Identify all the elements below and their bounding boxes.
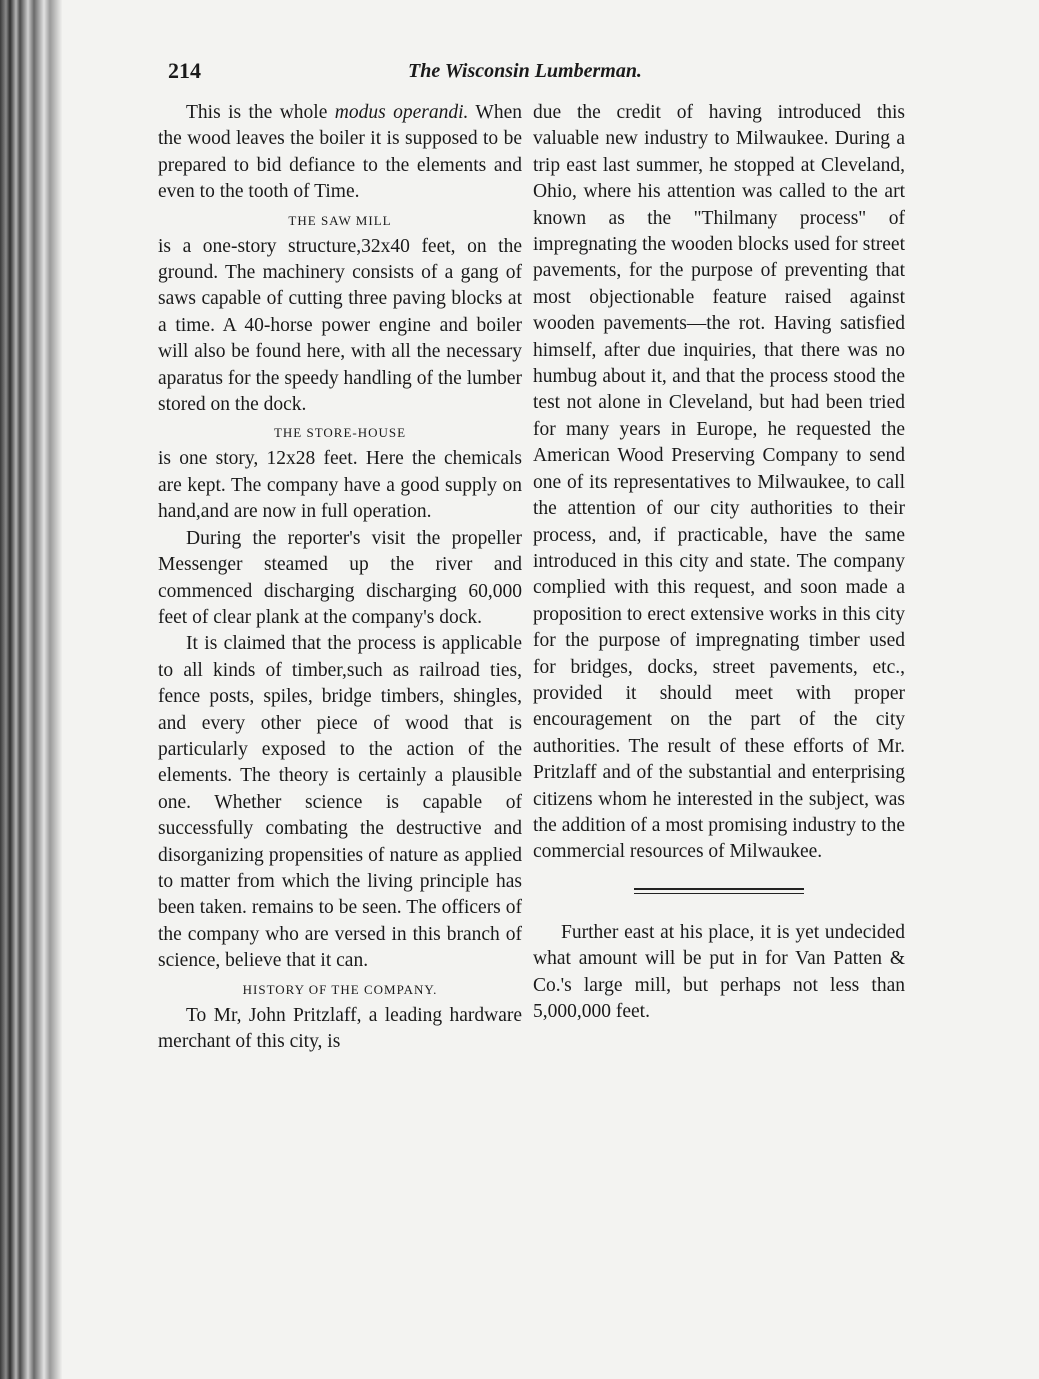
paragraph: due the credit of having introduced this valuable new industry to Milwaukee. During a trip east last summer, he stopped at Cleveland, Ohio, where his attention was called to the art known as the "Thilmany process" of impregnating the wooden blocks used for street pavements, for the purpose of preventing that most objectionable feature raised against wooden pavements—the rot. Having satisfied himself, after due inquiries, that there was no humbug about it, and that the process stood the test not alone in Cleveland, but had been tried for many years in Europe, he requested the American Wood Preserving Company to send one of its representatives to Milwaukee, to call the attention of our city authorities to their process, and, if practicable, have the same introduced in this city and state. The company complied with this request, and soon made a proposition to erect extensive works in this city for the purpose of impregnating timber used for bridges, docks, street pavements, etc., provided it should meet with proper encouragement on the part of the city authorities. The result of these efforts of Mr. Pritzlaff and of the substantial and enterprising citizens whom he interested in the subject, was the addition of a most promising industry to the commercial resources of Milwaukee. <box>533 102 905 863</box>
page-header <box>168 58 908 88</box>
section-heading-history: HISTORY OF THE COMPANY. <box>242 981 438 997</box>
running-title: The Wisconsin Lumberman. <box>408 60 642 82</box>
paragraph: During the reporter's visit the propeller Messenger steamed up the river and commenced discharging discharging 60,000 feet of clear plank at the company's dock. <box>158 527 522 628</box>
paragraph: Further east at his place, it is yet undecided what amount will be put in for Van Patten & Co.'s large mill, but perhaps not less than 5,000,000 feet. <box>533 921 905 1022</box>
section-heading-store-house: THE STORE-HOUSE <box>273 425 407 441</box>
left-column <box>158 100 522 1055</box>
paragraph: is a one-story structure,32x40 feet, on the ground. The machinery consists of a gang of saws capable of cutting three paving blocks at a time. A 40-horse power engine and boiler will also be found here, with all the necessary aparatus for the speedy handling of the lumber stored on the dock. <box>158 235 522 416</box>
italic-phrase: modus operandi. <box>334 102 469 123</box>
section-divider <box>634 888 804 894</box>
section-heading-saw-mill: THE SAW MILL <box>288 212 392 228</box>
paragraph: This is the whole modus operandi. When the wood leaves the boiler it is supposed to be prepared to bid defiance to the elements and even to the tooth of Time. <box>158 102 522 203</box>
paragraph: is one story, 12x28 feet. Here the chemicals are kept. The company have a good supply on hand,and are now in full operation. <box>158 448 522 523</box>
right-column <box>533 100 905 1025</box>
paragraph: To Mr, John Pritzlaff, a leading hardware merchant of this city, is <box>158 1004 522 1052</box>
paragraph: It is claimed that the process is applicable to all kinds of timber,such as railroad ties, fence posts, spiles, bridge timbers, shingles, and every other piece of wood that is particularly exposed to the action of the elements. The theory is certainly a plausible one. Whether science is capable of successfully combating the destructive and disorganizing propensities of nature as applied to matter from which the living principle has been taken. remains to be seen. The officers of the company who are versed in this branch of science, believe that it can. <box>158 633 522 972</box>
page-number: 214 <box>168 58 201 83</box>
book-binding <box>0 0 62 1379</box>
